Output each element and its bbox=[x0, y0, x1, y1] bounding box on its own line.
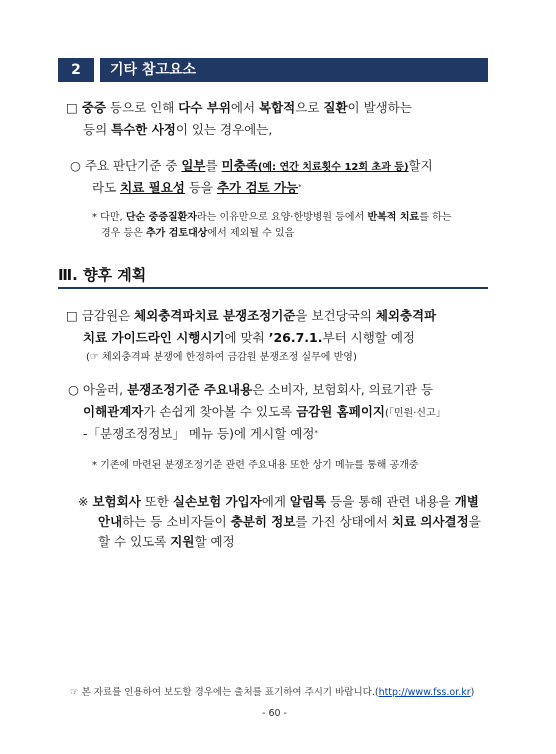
text: 라도 bbox=[92, 180, 121, 195]
text: 또한 bbox=[140, 494, 173, 509]
section-3-header bbox=[58, 265, 488, 285]
footer-note bbox=[70, 684, 474, 698]
text-bold: 안내 bbox=[98, 514, 123, 529]
paragraph-1-line-2 bbox=[83, 120, 272, 140]
text-bold: 치료 필요성 bbox=[120, 180, 185, 195]
text-bold: 추가 검토대상 bbox=[146, 228, 208, 239]
section-title: Ⅲ. 향후 계획 bbox=[58, 266, 147, 284]
text: 에 맞춰 bbox=[224, 330, 269, 345]
bullet-circle: ○ bbox=[70, 158, 81, 173]
text-bold: 단순 중증질환자 bbox=[125, 212, 197, 223]
text: 에서 bbox=[230, 100, 260, 115]
paragraph-1 bbox=[66, 98, 412, 118]
text: 주요 판단기준 중 bbox=[84, 158, 182, 173]
text-bold: ’26.7.1. bbox=[268, 330, 323, 345]
text-bold: 분쟁조정기준 주요내용 bbox=[127, 382, 253, 397]
text: 를 가진 상태에서 bbox=[295, 514, 392, 529]
paragraph-2 bbox=[70, 156, 433, 178]
footnote-mark: * bbox=[314, 429, 318, 437]
text-bold: 일부 bbox=[181, 158, 206, 173]
paragraph-5-line-2 bbox=[98, 512, 481, 532]
text: 아울러, bbox=[82, 382, 128, 397]
footnote-mark: * bbox=[298, 183, 302, 191]
text-bold: 보험회사 bbox=[92, 494, 141, 509]
page-number: - 60 - bbox=[262, 708, 287, 719]
text: 등을 통해 관련 내용을 bbox=[326, 494, 455, 509]
text: 경우 등은 bbox=[101, 228, 146, 239]
text: 를 bbox=[205, 158, 222, 173]
text-bold: 복합적 bbox=[259, 100, 296, 115]
footer-text: ☞ 본 자료를 인용하여 보도할 경우에는 출처를 표기하여 주시기 바랍니다.( bbox=[70, 687, 379, 698]
text: 으로 bbox=[295, 100, 324, 115]
text: 에게 bbox=[261, 494, 290, 509]
text-bold: 충분히 정보 bbox=[230, 514, 296, 529]
paragraph-5 bbox=[78, 492, 479, 512]
section-divider bbox=[58, 287, 488, 289]
text-bold: 중증 bbox=[81, 100, 106, 115]
text: 은 소비자, 보험회사, 의료기관 등 bbox=[252, 382, 434, 397]
text-bold: 지원 bbox=[170, 534, 195, 549]
text: 하는 등 소비자들이 bbox=[122, 514, 231, 529]
text: 를 하는 bbox=[419, 212, 452, 223]
text: 할 예정 bbox=[194, 534, 235, 549]
bullet-square: □ bbox=[66, 100, 78, 115]
paragraph-4 bbox=[68, 380, 433, 400]
note-1-line-2 bbox=[101, 226, 294, 242]
text: 을 bbox=[468, 514, 481, 529]
bullet-reference: ※ bbox=[78, 494, 89, 509]
text: 이 발생하는 bbox=[347, 100, 412, 115]
bullet-circle: ○ bbox=[68, 382, 79, 397]
text: 라는 이유만으로 요양·한방병원 등에서 bbox=[196, 212, 368, 223]
paragraph-3 bbox=[66, 306, 436, 326]
text: 을 보건당국의 bbox=[295, 308, 376, 323]
section-title: 기타 참고요소 bbox=[100, 58, 488, 82]
text: * 다만, bbox=[92, 212, 126, 223]
text-bold: 금감원 홈페이지 bbox=[296, 404, 385, 419]
paragraph-5-line-3 bbox=[98, 532, 235, 552]
text-bold: 알림톡 bbox=[289, 494, 327, 509]
text-bold: 추가 검토 가능 bbox=[216, 180, 299, 195]
fss-website-link[interactable]: http://www.fss.or.kr bbox=[378, 687, 471, 698]
bullet-square: □ bbox=[66, 308, 78, 323]
text-bold: 개별 bbox=[454, 494, 479, 509]
text: 등을 bbox=[184, 180, 217, 195]
text: 에서 제외될 수 있음 bbox=[207, 228, 295, 239]
text-bold: 미충족 bbox=[221, 158, 258, 173]
text: 가 손쉽게 찾아볼 수 있도록 bbox=[143, 404, 297, 419]
text-bold: 치료 가이드라인 시행시기 bbox=[83, 330, 225, 345]
text-bold: 체외충격파치료 분쟁조정기준 bbox=[134, 308, 296, 323]
text: 이 있는 경우에는, bbox=[175, 122, 273, 137]
paragraph-4-line-3 bbox=[83, 424, 318, 444]
paragraph-2-line-2 bbox=[92, 178, 302, 198]
text-bold: 반복적 치료 bbox=[367, 212, 420, 223]
note-1 bbox=[92, 210, 451, 226]
text: 할 수 있도록 bbox=[98, 534, 171, 549]
text-bold: 실손보험 가입자 bbox=[172, 494, 262, 509]
text: (「민원·신고」 bbox=[384, 408, 446, 419]
paragraph-4-line-2 bbox=[83, 402, 446, 424]
text-bold: 질환 bbox=[323, 100, 348, 115]
section-number: 2 bbox=[58, 58, 94, 82]
text: 등의 bbox=[83, 122, 112, 137]
text: 등으로 인해 bbox=[105, 100, 179, 115]
paragraph-3-note: (☞ 체외충격파 분쟁에 한정하여 금감원 분쟁조정 실무에 반영) bbox=[86, 352, 357, 363]
text-bold: (예: 연간 치료횟수 12회 초과 등) bbox=[257, 162, 409, 173]
text-bold: 치료 의사결정 bbox=[391, 514, 469, 529]
note-2: * 기존에 마련된 분쟁조정기준 관련 주요내용 또한 상기 메뉴를 통해 공개중 bbox=[92, 460, 419, 471]
text-bold: 특수한 사정 bbox=[111, 122, 176, 137]
text-bold: 이해관계자 bbox=[83, 404, 144, 419]
text: -「분쟁조정정보」 메뉴 등)에 게시할 예정 bbox=[83, 426, 315, 441]
text-bold: 체외충격파 bbox=[375, 308, 437, 323]
section-2-header bbox=[58, 58, 488, 82]
text: 할지 bbox=[408, 158, 433, 173]
text-bold: 다수 부위 bbox=[178, 100, 231, 115]
text: 금감원은 bbox=[81, 308, 135, 323]
paragraph-3-line-2 bbox=[83, 328, 415, 348]
footer-text: ) bbox=[470, 687, 475, 698]
text: 부터 시행할 예정 bbox=[322, 330, 415, 345]
